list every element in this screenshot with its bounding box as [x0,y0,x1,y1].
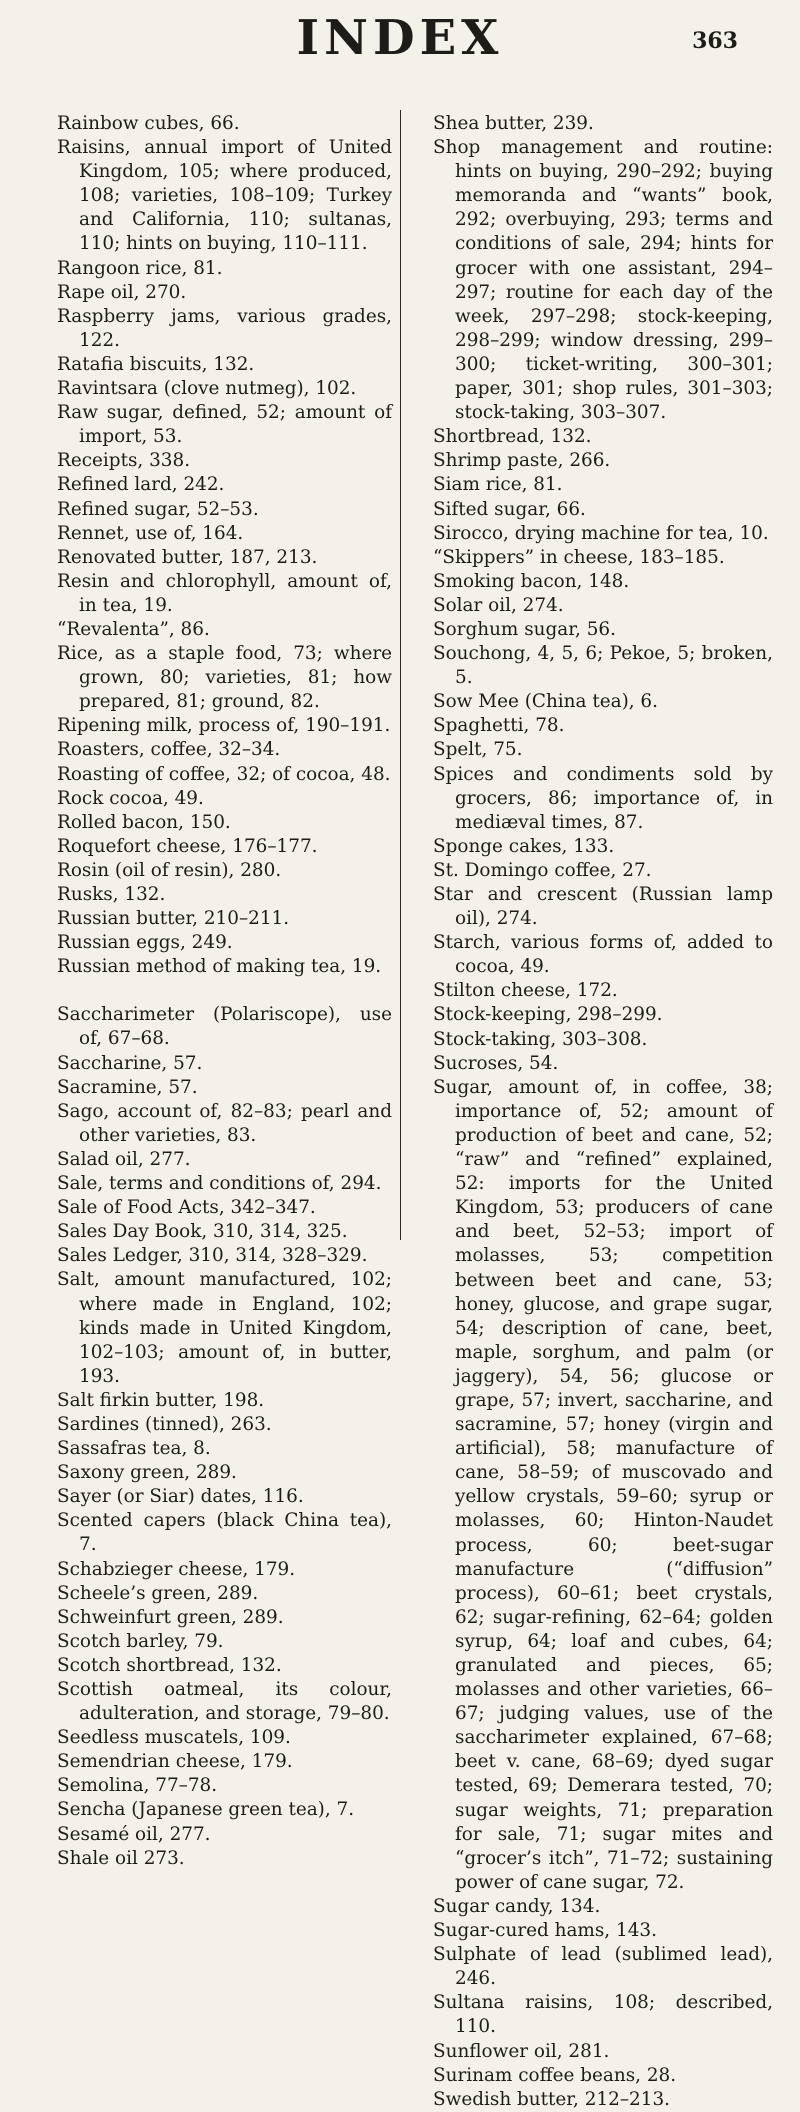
index-entry: Sale of Food Acts, 342–347. [57,1197,316,1219]
index-entry: Refined lard, 242. [57,474,225,496]
index-entry: Sale, terms and conditions of, 294. [57,1173,382,1195]
index-entry: Rape oil, 270. [57,281,187,303]
index-entry: Sayer (or Siar) dates, 116. [57,1486,304,1508]
left-column [57,112,392,1871]
index-entry: Star and crescent (Russian lamp oil), 274. [433,884,773,930]
page-header [0,10,800,70]
index-entry: Sugar, amount of, in coffee, 38; importance of, 52; amount of production of beet and cane, 52; “raw” and “refined” explained, 52: imports for the United Kingdom, 53; producers of cane and beet, 52–53; import of molasses, 53; competition between beet and cane, 53; honey, glucose, and grape sugar, 54; description of cane, beet, maple, sorghum, and palm (or jaggery), 54, 56; glucose or grape, 57; invert, saccharine, and sacramine, 57; honey (virgin and artificial), 58; manufacture of cane, 58–59; of muscovado and yellow crystals, 59–60; syrup or molasses, 60; Hinton-Naudet process, 60; beet-sugar manufacture (“diffusion” process), 60–61; beet crystals, 62; sugar-refining, 62–64; golden syrup, 64; loaf and cubes, 64; granulated and pieces, 65; molasses and other varieties, 66–67; judging values, use of the saccharimeter explained, 67–68; beet v. cane, 68–69; dyed sugar tested, 69; Demerara tested, 70; sugar weights, 71; preparation for sale, 71; sugar mites and “grocer’s itch”, 71–72; sustaining power of cane sugar, 72. [433,1076,773,1893]
group-spacer [57,979,392,1003]
index-entry: Schweinfurt green, 289. [57,1606,284,1628]
index-entry: Refined sugar, 52–53. [57,498,259,520]
index-entry: Sow Mee (China tea), 6. [433,691,658,713]
index-entry: Rainbow cubes, 66. [57,113,240,134]
index-entry: Sassafras tea, 8. [57,1438,211,1460]
index-entry: Sponge cakes, 133. [433,835,615,857]
index-entry: Shop management and routine: hints on buying, 290–292; buying memoranda and “wants” book, 292; overbuying, 293; terms and conditions of sale, 294; hints for grocer with one assistant, 294–297; routine for each day of the week, 297–298; stock-keeping, 298–299; window dressing, 299–300; ticket-writing, 300–301; paper, 301; shop rules, 301–303; stock-taking, 303–307. [433,137,773,424]
index-entry: Salt firkin butter, 198. [57,1389,265,1411]
index-entry: Raspberry jams, various grades, 122. [57,305,392,351]
index-entry: St. Domingo coffee, 27. [433,859,652,881]
index-entry: Rusks, 132. [57,884,166,905]
index-entry: Ravintsara (clove nutmeg), 102. [57,378,357,400]
index-entry: Rosin (oil of resin), 280. [57,859,282,881]
index-entry: Sugar candy, 134. [433,1895,601,1917]
index-entry: Sugar-cured hams, 143. [433,1920,657,1942]
index-entry: Resin and chlorophyll, amount of, in tea, 19. [57,570,392,616]
index-entry: Roasters, coffee, 32–34. [57,739,281,761]
index-entry: Scented capers (black China tea), 7. [57,1510,392,1556]
index-entry: Spaghetti, 78. [433,715,565,737]
index-entry: Seedless muscatels, 109. [57,1727,291,1749]
index-entry: Rock cocoa, 49. [57,787,204,809]
index-entry: Scheele’s green, 289. [57,1582,259,1604]
column-divider [400,110,401,1240]
index-entry: Sorghum sugar, 56. [433,618,616,640]
left-entry-group-s [57,1003,392,1870]
index-entry: Russian butter, 210–211. [57,908,290,930]
right-column [433,112,773,2112]
index-entry: Semendrian cheese, 179. [57,1751,293,1773]
index-entry: Sago, account of, 82–83; pearl and other varieties, 83. [57,1100,392,1146]
index-entry: Sultana raisins, 108; described, 110. [433,1992,773,2038]
index-entry: Rangoon rice, 81. [57,257,223,279]
index-entry: Sencha (Japanese green tea), 7. [57,1799,355,1821]
index-entry: Sales Ledger, 310, 314, 328–329. [57,1245,368,1267]
index-entry: Sifted sugar, 66. [433,498,586,520]
index-entry: Renovated butter, 187, 213. [57,546,318,568]
index-entry: Rennet, use of, 164. [57,522,244,544]
right-entry-group [433,112,773,2112]
index-entry: Shale oil 273. [57,1847,185,1869]
index-entry: Scottish oatmeal, its colour, adulteration, and storage, 79–80. [57,1679,392,1725]
index-entry: Schabzieger cheese, 179. [57,1558,296,1580]
index-entry: Ripening milk, process of, 190–191. [57,715,391,737]
index-entry: “Skippers” in cheese, 183–185. [433,546,725,568]
index-entry: Rolled bacon, 150. [57,811,231,833]
index-entry: Shea butter, 239. [433,113,594,134]
index-entry: Stilton cheese, 172. [433,980,618,1002]
index-entry: Roquefort cheese, 176–177. [57,835,318,857]
index-entry: Stock-keeping, 298–299. [433,1004,663,1026]
index-entry: Souchong, 4, 5, 6; Pekoe, 5; broken, 5. [433,643,773,689]
index-entry: Starch, various forms of, added to cocoa, 49. [433,932,773,978]
index-entry: Scotch shortbread, 132. [57,1654,282,1676]
index-entry: Russian method of making tea, 19. [57,956,382,978]
index-entry: Ratafia biscuits, 132. [57,353,255,375]
index-entry: Sirocco, drying machine for tea, 10. [433,522,769,544]
index-entry: Smoking bacon, 148. [433,570,630,592]
index-entry: Salt, amount manufactured, 102; where made in England, 102; kinds made in United Kingdom, 102–103; amount of, in butter, 193. [57,1269,392,1387]
index-entry: Sales Day Book, 310, 314, 325. [57,1221,348,1243]
page-number: 363 [692,28,738,54]
index-entry: Sesamé oil, 277. [57,1823,211,1845]
index-entry: Sacramine, 57. [57,1076,198,1098]
index-entry: Saccharine, 57. [57,1052,203,1074]
index-entry: Roasting of coffee, 32; of cocoa, 48. [57,763,391,785]
index-entry: Receipts, 338. [57,450,191,472]
index-entry: Sardines (tinned), 263. [57,1413,272,1435]
index-entry: Siam rice, 81. [433,474,563,496]
index-entry: “Revalenta”, 86. [57,618,210,640]
index-entry: Saccharimeter (Polariscope), use of, 67–68. [57,1004,392,1050]
page-title: INDEX [296,10,504,66]
index-entry: Scotch barley, 79. [57,1630,224,1652]
left-entry-group-r [57,112,392,979]
index-entry: Sulphate of lead (sublimed lead), 246. [433,1944,773,1990]
index-entry: Raw sugar, defined, 52; amount of import, 53. [57,402,392,448]
index-entry: Swedish butter, 212–213. [433,2088,670,2110]
index-entry: Shrimp paste, 266. [433,450,611,472]
index-entry: Surinam coffee beans, 28. [433,2064,677,2086]
index-entry: Sunflower oil, 281. [433,2040,610,2062]
index-entry: Salad oil, 277. [57,1148,191,1170]
index-entry: Russian eggs, 249. [57,932,233,954]
index-entry: Shortbread, 132. [433,426,592,448]
index-entry: Saxony green, 289. [57,1462,237,1484]
index-entry: Rice, as a staple food, 73; where grown, 80; varieties, 81; how prepared, 81; ground, 82. [57,643,392,713]
index-entry: Spelt, 75. [433,739,523,761]
index-entry: Spices and condiments sold by grocers, 86; importance of, in mediæval times, 87. [433,763,773,833]
index-entry: Raisins, annual import of United Kingdom, 105; where produced, 108; varieties, 108–109; Turkey and California, 110; sultanas, 110; hints on buying, 110–111. [57,137,392,255]
index-entry: Semolina, 77–78. [57,1775,218,1797]
index-entry: Stock-taking, 303–308. [433,1028,648,1050]
index-entry: Solar oil, 274. [433,594,564,616]
index-entry: Sucroses, 54. [433,1052,559,1074]
